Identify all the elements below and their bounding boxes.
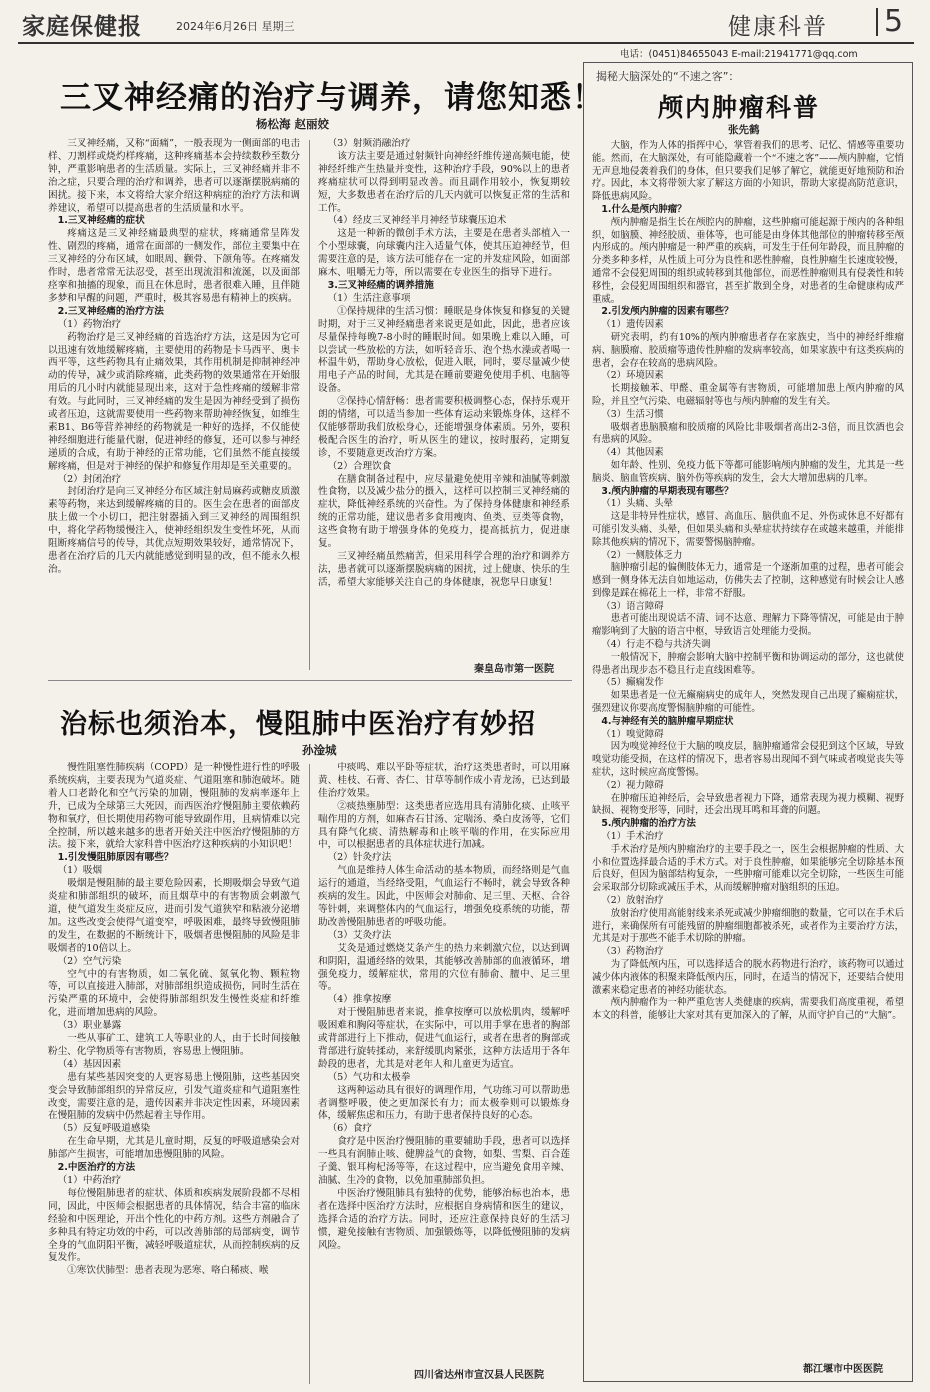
section-heading: （4）其他因素	[601, 447, 664, 459]
paragraph: 因为嗅觉神经位于大脑的嗅皮层，脑肿瘤通常会侵犯到这个区域，导致嗅觉功能受损，在这样的情况下，患者容易出现闻不到气味或者嗅觉丧失等症状，这时候应高度警惕。	[592, 741, 904, 779]
paragraph: 疼痛这是三叉神经痛最典型的症状，疼痛通常呈阵发性、剧烈的疼痛，通常在面部的一侧发作，部位主要集中在三叉神经的分布区域，如眼周、颧骨、下颌角等。在疼痛发作时，患者常常无法忍受，甚至出现流泪和流涎，以及面部痉挛和抽搐的现象，而且在休息时，患者很难入睡，且伴随多梦和早醒的问题，严重时，极其容易患有精神上的疾病。	[48, 228, 300, 304]
paragraph: 慢性阻塞性肺疾病（COPD）是一种慢性进行性的呼吸系统疾病，主要表现为气道炎症、气道阻塞和肺泡破坏。随着人口老龄化和空气污染的加剧，慢阻肺的发病率逐年上升，已成为全球第三大死因，而西医治疗慢阻肺主要依赖药物和氧疗，但长期使用药物可能导致副作用，且病情难以完全控制，所以越来越多的患者开始关注中医治疗慢阻肺的方法。接下来，就给大家科普中医治疗这种疾病的小知识吧！	[48, 762, 300, 851]
paragraph: 如年龄、性别、免疫力低下等都可能影响颅内肿瘤的发生，尤其是一些脑炎、脑血管疾病、脑外伤等疾病的发生，会大大增加患病的几率。	[592, 459, 904, 484]
paragraph: 艾灸是通过燃烧艾条产生的热力来刺激穴位，以达到调和阴阳，温通经络的效果，其能够改善肺部的血液循环，增强免疫力，缓解症状，常用的穴位有肺俞、膻中、足三里等。	[318, 942, 570, 993]
paragraph: 颅内肿瘤作为一种严重危害人类健康的疾病，需要我们高度重视，希望本文的科普，能够让大家对其有更加深入的了解，从而守护自己的“大脑”。	[592, 997, 904, 1022]
section-heading: 1.三叉神经痛的症状	[57, 215, 145, 227]
paragraph: 一般情况下，肿瘤会影响大脑中控制平衡和协调运动的部分，这也就使得患者出现步态不稳且行走直线困难等。	[592, 651, 904, 676]
article2-source: 四川省达州市宣汉县人民医院	[414, 1370, 544, 1381]
section-heading: （4）基因因素	[57, 1058, 122, 1070]
header-rule	[18, 42, 914, 44]
section-heading: （1）生活注意事项	[327, 292, 411, 304]
section-heading: （3）药物治疗	[601, 946, 664, 958]
paragraph: 放射治疗使用高能射线来杀死或减少肿瘤细胞的数量，它可以在手术后进行，来确保所有可能残留的肿瘤细胞都被杀死，或者作为主要治疗方法，尤其是对于那些不能手术切除的肿瘤。	[592, 907, 904, 945]
section-heading: （2）一侧肢体乏力	[601, 549, 683, 561]
section-heading: （4）行走不稳与共济失调	[601, 639, 711, 651]
article3-title: 颅内肿瘤科普	[658, 93, 821, 122]
article3-body	[592, 140, 904, 1356]
paragraph: 这是一种新的微创手术方法，主要是在患者头部植入一个小型球囊，向球囊内注入适量气体，使其压迫神经节，但需要注意的是，该方法可能存在一定的并发症风险，如面部麻木、咀嚼无力等，所以需要在专业医生的指导下进行。	[318, 228, 570, 279]
article2-title: 治标也须治本，慢阻肺中医治疗有妙招	[60, 709, 536, 740]
section-heading: （5）气功和太极拳	[327, 1071, 411, 1083]
section-heading: （3）艾灸疗法	[327, 929, 392, 941]
article3-source: 都江堰市中医医院	[803, 1364, 883, 1375]
section-heading: （4）经皮三叉神经半月神经节球囊压迫术	[327, 215, 507, 227]
article2-column-2	[318, 762, 570, 1366]
article3-kicker: 揭秘大脑深处的“不速之客”：	[596, 70, 740, 83]
paragraph: 大脑，作为人体的指挥中心，掌管着我们的思考、记忆、情感等重要功能。然而，在大脑深处，有可能隐藏着一个“不速之客”——颅内肿瘤，它悄无声息地侵袭着我们的身体，但只要我们足够了解它，就能更好地预防和治疗。因此，本文将带领大家了解这方面的小知识，帮助大家提高防范意识，降低患病风险。	[592, 140, 904, 203]
article2-column-1	[48, 762, 300, 1388]
section-heading: （1）药物治疗	[57, 318, 122, 330]
section-heading: （2）环境因素	[601, 370, 664, 382]
article-divider	[48, 680, 572, 681]
paragraph: 患有某些基因突变的人更容易患上慢阻肺，这些基因突变会导致肺部组织的异常反应，引发气道炎症和气道阻塞性改变，需要注意的是，遗传因素并非决定性因素，环境因素在慢阻肺的发病中仍然起着主导作用。	[48, 1071, 300, 1122]
paragraph: 手术治疗是颅内肿瘤治疗的主要手段之一，医生会根据肿瘤的性质、大小和位置选择最合适的手术方式。对于良性肿瘤，如果能够完全切除基本预后良好，但因为脑部结构复杂，一些肿瘤可能难以完全切除，一些医生可能会采取部分切除或减压手术，从而缓解肿瘤对脑组织的压迫。	[592, 843, 904, 894]
section-heading: 1.什么是颅内肿瘤？	[601, 203, 687, 215]
paragraph: 该方法主要是通过射频针向神经纤维传递高频电能，使神经纤维产生热量并变性，这种治疗手段，90%以上的患者疼痛症状可以得到明显改善。而且副作用较小，恢复期较短，大多数患者在治疗后的几天内就可以恢复正常的生活和工作。	[318, 150, 570, 214]
paragraph: 这是非特异性症状，感冒、高血压、脑供血不足、外伤或休息不好都有可能引发头痛、头晕，但如果头痛和头晕症状持续存在或越来越重，并能排除其他疾病的情况下，需要警惕脑肿瘤。	[592, 511, 904, 548]
article3-byline: 张先鹤	[728, 124, 760, 136]
paragraph: 长期接触苯、甲醛、重金属等有害物质，可能增加患上颅内肿瘤的风险，并且空气污染、电磁辐射等也与颅内肿瘤的发生有关。	[592, 383, 904, 407]
paragraph: 三叉神经痛虽然痛苦，但采用科学合理的治疗和调养方法，患者就可以逐渐摆脱病痛的困扰，过上健康、快乐的生活，希望大家能够关注自己的身体健康，祝您早日康复！	[318, 551, 570, 588]
section-heading: 1.引发慢阻肺原因有哪些？	[57, 852, 174, 864]
article1-title: 三叉神经痛的治疗与调养，请您知悉！	[60, 80, 604, 116]
section-heading: （5）癫痫发作	[601, 677, 664, 689]
section-title: 健康科普	[728, 14, 828, 40]
section-heading: （1）中药治疗	[57, 1175, 122, 1186]
section-heading: （2）针灸疗法	[327, 852, 392, 864]
paragraph: 气血是维持人体生命活动的基本物质，而经络则是气血运行的通道，当经络受阻，气血运行不畅时，就会导致各种疾病的发生。因此，中医师会对肺俞、足三里、天枢、合谷等针刺，来调整体内的气血运行，增强免疫系统的功能，帮助改善慢阻肺患者的呼吸功能。	[318, 865, 570, 928]
paragraph: 中痰鸣、难以平卧等症状，治疗这类患者时，可以用麻黄、桂枝、石膏、杏仁、甘草等制作成小青龙汤，已达到最佳治疗效果。	[318, 762, 570, 799]
section-heading: （2）合理饮食	[327, 460, 392, 472]
paragraph: 对于慢阻肺患者来说，推拿按摩可以放松肌肉，缓解呼吸困难和胸闷等症状，在实际中，可以用手掌在患者的胸部或背部进行上下推动，促进气血运行，或者在患者的胸部或背部进行旋转揉动，来舒缓肌肉紧张，这种方法适用于各年龄段的患者，尤其是对老年人和儿童更为适宜。	[318, 1007, 570, 1070]
section-heading: （3）生活习惯	[601, 408, 664, 420]
section-heading: （2）视力障碍	[601, 779, 664, 791]
paragraph: 这两种运动具有很好的调理作用，气功练习可以帮助患者调整呼吸，使之更加深长有力；而太极拳则可以锻炼身体，缓解焦虑和压力，有助于患者保持良好的心态。	[318, 1084, 570, 1122]
paragraph: 在膳食制备过程中，应尽量避免使用辛辣和油腻等刺激性食物，以及减少盐分的摄入，这样可以控制三叉神经痛的症状，降低神经系统的兴奋性。为了保持身体健康和神经系统的正常功能，建议患者多食用瘦肉、鱼类、豆类等食物，这些食物有助于增强身体的免疫力，提高抵抗力，促进康复。	[318, 473, 570, 550]
paragraph: 中医治疗慢阻肺具有独特的优势，能够治标也治本，患者在选择中医治疗方法时，应根据自身病情和医生的建议，选择合适的治疗方法。同时，还应注意保持良好的生活习惯，避免接触有害物质、加强锻炼等，以降低慢阻肺的发病风险。	[318, 1187, 570, 1251]
paragraph: 三叉神经痛，又称“面痛”，一般表现为一侧面部的电击样、刀割样或烧灼样疼痛，这种疼痛基本会持续数秒至数分钟，严重影响患者的生活质量。实际上，三叉神经痛并非不治之症，只要合理的治疗和调养，患者可以逐渐摆脱病痛的困扰。接下来，本文将给大家介绍这种病症的治疗方法和调养建议，希望可以提高患者的生活质量和水平。	[48, 138, 300, 214]
section-heading: 4.与神经有关的脑肿瘤早期症状	[601, 715, 734, 727]
section-heading: 5.颅内肿瘤的治疗方法	[601, 818, 696, 830]
paragraph: 空气中的有害物质，如二氧化硫、氮氧化物、颗粒物等，可以直接进入肺部，对肺部组织造成损伤，同时生活在污染严重的环境中，会使得肺部组织发生慢性炎症和纤维化，进而增加患病的风险。	[48, 968, 300, 1019]
paragraph: 患者可能出现说话不清、词不达意、理解力下降等情况，可能是由于肿瘤影响到了大脑的语言中枢，导致语言处理能力受损。	[592, 613, 904, 638]
section-heading: （2）封闭治疗	[57, 473, 122, 485]
paragraph: 为了降低颅内压，可以选择适合的脱水药物进行治疗，该药物可以通过减少体内液体的积聚来降低颅内压，同时，在适当的情况下，还要结合使用激素来稳定患者的神经功能状态。	[592, 959, 904, 996]
paragraph: ①保持规律的生活习惯：睡眠是身体恢复和修复的关键时期，对于三叉神经痛患者来说更是如此，因此，患者应该尽量保持每晚7-8小时的睡眠时间。如果晚上难以入睡，可以尝试一些放松的方法，如听轻音乐、泡个热水澡或者喝一杯温牛奶，帮助身心放松，促进入眠，同时，要尽量减少使用电子产品的时间，尤其是在睡前要避免使用手机、电脑等设备。	[318, 305, 570, 395]
section-heading: （4）推拿按摩	[327, 994, 392, 1006]
paragraph: 封闭治疗是向三叉神经分布区域注射局麻药或糖皮质激素等药物，来达到缓解疼痛的目的。医生会在患者的面部皮肤上做一个小切口，把注射器插入到三叉神经的周围组织中，将化学药物缓慢注入，使神经组织发生变性坏死，从而阻断疼痛信号的传导，其优点短期效果较好，通常情况下，患者在治疗后的几天内就能感觉到明显的改，但不能永久根治。	[48, 486, 300, 575]
paragraph: 如果患者是一位无癫痫病史的成年人，突然发现自己出现了癫痫症状，强烈建议你要高度警惕脑肿瘤的可能性。	[592, 690, 904, 715]
paragraph: 一些从事矿工、建筑工人等职业的人，由于长时间接触粉尘、化学物质等有害物质，容易患上慢阻肺。	[48, 1033, 300, 1057]
paragraph: 吸烟者患脑膜瘤和胶质瘤的风险比非吸烟者高出2-3倍，而且饮酒也会有患病的风险。	[592, 421, 904, 446]
page-number: 5	[884, 4, 904, 39]
section-heading: 3.颅内肿瘤的早期表现有哪些？	[601, 485, 734, 497]
paragraph: ②保持心情舒畅：患者需要积极调整心态，保持乐观开朗的情绪，可以适当参加一些体育运动来锻炼身体，这样不仅能够帮助我们放松身心，还能增强身体素质。另外，要积极配合医生的治疗，听从医生的建议，按时服药，定期复诊，不要随意更改治疗方案。	[318, 396, 570, 459]
article2-byline: 孙淦城	[302, 743, 337, 757]
section-heading: （3）射频消融治疗	[327, 138, 411, 149]
issue-date: 2024年6月26日 星期三	[176, 20, 295, 33]
article1-column-1	[48, 138, 300, 678]
paragraph: ②痰热壅肺型：这类患者应选用具有清肺化痰、止咳平喘作用的方剂，如麻杏石甘汤、定喘汤、桑白皮汤等，它们具有降气化痰、清热解毒和止咳平喘的作用，在实际应用中，可以根据患者的具体症状进行加减。	[318, 800, 570, 851]
section-heading: （3）语言障碍	[601, 600, 664, 612]
section-heading: 3.三叉神经痛的调养措施	[327, 279, 434, 291]
paragraph: 药物治疗是三叉神经痛的首选治疗方法，这是因为它可以迅速有效地缓解疼痛，主要使用的药物是卡马西平、奥卡西平等，这些药物具有止痛效果，其作用机制是抑制神经冲动的传导，减少或消除疼痛，此类药物的效果通常在开始服用后的几小时内就能显现出来，这对于急性疼痛的缓解非常有效。与此同时，三叉神经痛的发生是因为神经受到了损伤或者压迫，这就需要使用一些药物来帮助神经恢复，如维生素B1、B6等营养神经的药物就是一种好的选择，不仅能使神经细胞进行能量代谢，促进神经的修复，还可以参与神经递质的合成，有助于神经的正常功能，它们虽然不能直接缓解疼痛，但是对于神经的保护和修复作用却是至关重要的。	[48, 331, 300, 472]
paragraph: 每位慢阻肺患者的症状、体质和疾病发展阶段都不尽相同，因此，中医师会根据患者的具体情况，结合丰富的临床经验和中医理论，开出个性化的中药方剂。这些方剂融合了多种具有特定功效的中药，可以改善肺部的局部病变，调节全身的气血阴阳平衡，减轻呼吸道症状，从而控制疾病的反复发作。	[48, 1187, 300, 1264]
newspaper-name: 家庭保健报	[22, 14, 142, 40]
column-divider	[309, 140, 310, 670]
paragraph: ①寒饮伏肺型：患者表现为恶寒、咯白稀痰、喉	[67, 1265, 269, 1277]
section-heading: （1）手术治疗	[601, 831, 664, 843]
article1-byline: 杨松海 赵丽姣	[256, 117, 330, 131]
section-heading: 2.引发颅内肿瘤的因素有哪些？	[601, 306, 734, 318]
section-heading: （1）吸烟	[57, 865, 103, 877]
section-heading: （5）反复呼吸道感染	[57, 1123, 151, 1135]
section-heading: （1）嗅觉障碍	[601, 728, 664, 740]
article1-column-2	[318, 138, 570, 658]
paragraph: 研究表明，约有10%的颅内肿瘤患者存在家族史，当中的神经纤维瘤病、脑膜瘤、胶质瘤等遗传性肿瘤的发病率较高，如果家族中有这类疾病的患者，会存在较高的患病风险。	[592, 331, 904, 369]
section-heading: （1）遗传因素	[601, 319, 664, 331]
masthead	[18, 6, 914, 40]
paragraph: 食疗是中医治疗慢阻肺的重要辅助手段，患者可以选择一些具有润肺止咳、健脾益气的食物，如梨、雪梨、百合莲子羹、银耳枸杞汤等等，在这过程中，应当避免食用辛辣、油腻、生冷的食物，以免加重肺部负担。	[318, 1136, 570, 1186]
paragraph: 脑肿瘤引起的偏侧肢体无力，通常是一个逐渐加重的过程，患者可能会感到一侧身体无法自如地运动，仿佛失去了控制，这种感觉有时候会让人感到像是踩在棉花上一样，非常不舒服。	[592, 562, 904, 599]
section-heading: （2）空气污染	[57, 955, 122, 967]
paragraph: 吸烟是慢阻肺的最主要危险因素，长期吸烟会导致气道炎症和肺部组织的破坏，而且烟草中的有害物质会刺激气道，使气道发生炎症反应，进而引发气道狭窄和粘液分泌增加。这些改变会使得气道变窄，呼吸困难，最终导致慢阻肺的发生，在数据的不断统计下，吸烟者患慢阻肺的风险是非吸烟者的10倍以上。	[48, 878, 300, 954]
paragraph: 在生命早期，尤其是儿童时期，反复的呼吸道感染会对肺部产生损害，可能增加患慢阻肺的风险。	[48, 1136, 300, 1161]
section-heading: （2）放射治疗	[601, 895, 664, 907]
paragraph: 在肿瘤压迫神经后，会导致患者视力下降，通常表现为视力模糊、视野缺损、视物变形等，同时，还会出现耳鸣和耳聋的问题。	[592, 792, 904, 817]
section-heading: （1）头痛、头晕	[601, 498, 673, 510]
section-heading: （3）职业暴露	[57, 1020, 122, 1032]
column-divider	[309, 764, 310, 1384]
section-heading: 2.中医治疗的方法	[57, 1162, 136, 1174]
section-heading: 2.三叉神经痛的治疗方法	[57, 305, 164, 317]
header-divider	[876, 8, 878, 36]
article1-source: 秦皇岛市第一医院	[474, 664, 554, 675]
paragraph: 颅内肿瘤是指生长在颅腔内的肿瘤，这些肿瘤可能起源于颅内的各种组织，如脑膜、神经胶质、垂体等，也可能是由身体其他部位的肿瘤转移至颅内形成的。颅内肿瘤是一种严重的疾病，可发生于任何年龄段，而且肿瘤的分类多种多样，从性质上可分为良性和恶性肿瘤，良性肿瘤生长速度较慢，通常不会侵犯周围的组织或转移到其他部位，而恶性肿瘤则具有侵袭性和转移性，会侵犯周围组织和器官，甚至扩散到全身，对患者的生命健康构成严重威。	[592, 216, 904, 305]
contact-line: 电话：(0451)84655043 E-mail:21941771@qq.com	[620, 49, 858, 60]
section-heading: （6）食疗	[327, 1123, 373, 1135]
